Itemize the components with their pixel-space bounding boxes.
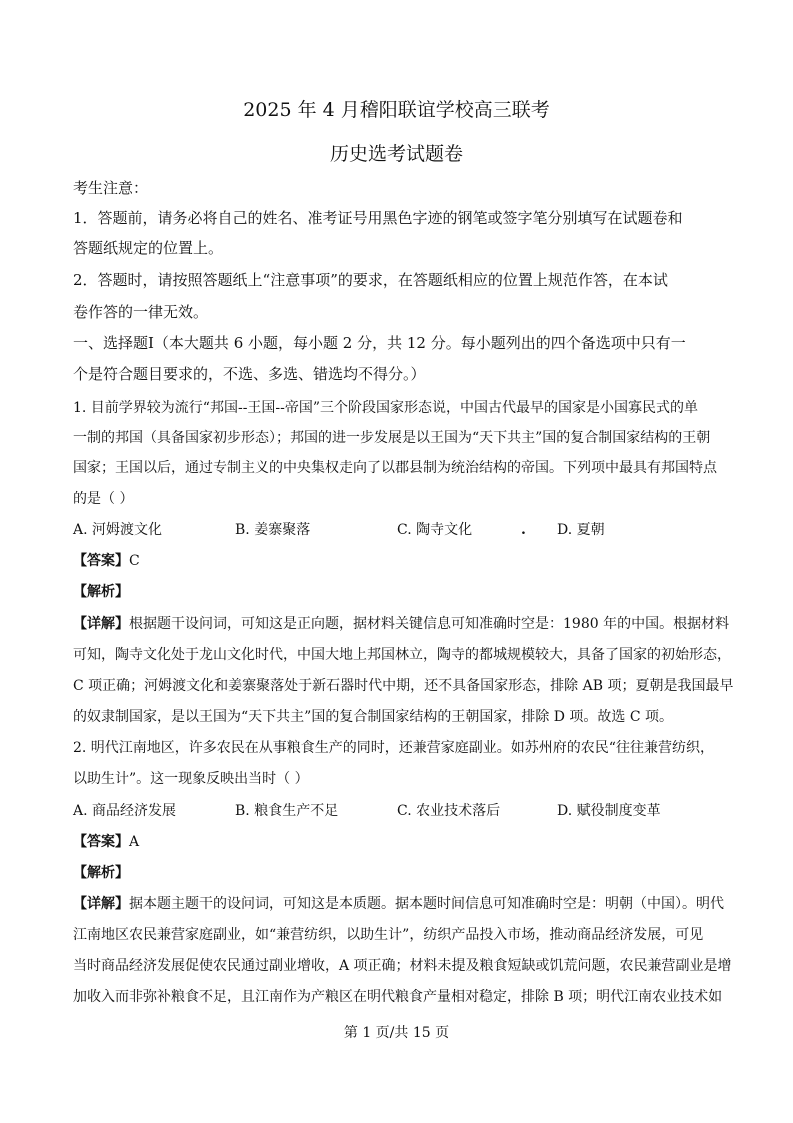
notice-line: 2．答题时，请按照答题纸上“注意事项”的要求，在答题纸相应的位置上规范作答，在本试 bbox=[73, 271, 668, 289]
detail-text: 根据题干设问词，可知这是正向题，据材料关键信息可知准确时空是：1980 年的中国。根据材料 bbox=[129, 616, 730, 632]
detail-line: 可知，陶寺文化处于龙山文化时代，中国大地上邦国林立，陶寺的都城规模较大，具备了国家的初始形态， bbox=[73, 647, 731, 663]
detail-line bbox=[73, 894, 724, 914]
detail-label: 【详解】 bbox=[73, 616, 129, 632]
notice-line: 答题纸规定的位置上。 bbox=[73, 239, 224, 257]
answer-value: C bbox=[129, 553, 140, 569]
detail-text: 据本题主题干的设问词，可知这是本质题。据本题时间信息可知准确时空是：明朝（中国）。明代 bbox=[129, 896, 724, 912]
question-2-text: 2. 明代江南地区，许多农民在从事粮食生产的同时，还兼营家庭副业。如苏州府的农民“往往兼营纺织， bbox=[73, 740, 714, 756]
question-1-text: 1. 目前学界较为流行“邦国--王国--帝国”三个阶段国家形态说，中国古代最早的国家是小国寡民式的单 bbox=[73, 400, 699, 416]
question-1-text: 的是（ ） bbox=[73, 491, 134, 507]
question-1-text: 一制的邦国（具备国家初步形态）；邦国的进一步发展是以王国为“天下共主”国的复合制国家结构的王朝 bbox=[73, 430, 711, 446]
analysis-label: 【解析】 bbox=[73, 865, 129, 881]
question-1-text: 国家；王国以后，通过专制主义的中央集权走向了以郡县制为统治结构的帝国。下列项中最具有邦国特点 bbox=[73, 460, 717, 476]
option-a: A. 商品经济发展 bbox=[73, 803, 177, 819]
notice-line: 1．答题前，请务必将自己的姓名、准考证号用黑色字迹的钢笔或签字笔分别填写在试题卷和 bbox=[73, 209, 683, 227]
question-2-options bbox=[73, 801, 713, 821]
option-b: B. 粮食生产不足 bbox=[235, 803, 339, 819]
option-d: D. 赋役制度变革 bbox=[557, 803, 661, 819]
page-footer: 第 1 页/共 15 页 bbox=[343, 1025, 450, 1041]
exam-subtitle: 历史选考试题卷 bbox=[329, 143, 463, 165]
exam-title: 2025 年 4 月稽阳联谊学校高三联考 bbox=[243, 99, 550, 121]
option-b: B. 姜寨聚落 bbox=[235, 522, 311, 538]
answer-row bbox=[73, 832, 139, 852]
detail-line: 加收入而非弥补粮食不足，且江南作为产粮区在明代粮食产量相对稳定，排除 B 项；明代江南农业技术如 bbox=[73, 989, 723, 1005]
answer-label: 【答案】 bbox=[73, 553, 129, 569]
stray-dot: . bbox=[521, 522, 526, 538]
option-c: C. 农业技术落后 bbox=[397, 803, 501, 819]
answer-value: A bbox=[129, 834, 140, 850]
detail-line: 的奴隶制国家，是以王国为“天下共主”国的复合制国家结构的王朝国家，排除 D 项。故选 C 项。 bbox=[73, 709, 674, 725]
detail-label: 【详解】 bbox=[73, 896, 129, 912]
answer-row bbox=[73, 551, 140, 571]
detail-line: C 项正确；河姆渡文化和姜寨聚落处于新石器时代中期，还不具备国家形态，排除 AB 项；夏朝是我国最早 bbox=[73, 678, 734, 694]
detail-line: 江南地区农民兼营家庭副业，如“兼营纺织，以助生计”，纺织产品投入市场，推动商品经济发展，可见 bbox=[73, 927, 704, 943]
answer-label: 【答案】 bbox=[73, 834, 129, 850]
option-c: C. 陶寺文化 bbox=[397, 522, 473, 538]
option-d: D. 夏朝 bbox=[557, 522, 605, 538]
detail-line: 当时商品经济发展促使农民通过副业增收，A 项正确；材料未提及粮食短缺或饥荒问题，农民兼营副业是增 bbox=[73, 958, 732, 974]
notice-line: 卷作答的一律无效。 bbox=[73, 303, 209, 321]
notice-heading: 考生注意： bbox=[73, 179, 149, 197]
section-heading: 个是符合题目要求的，不选、多选、错选均不得分。） bbox=[73, 365, 426, 383]
section-heading: 一、选择题Ⅰ（本大题共 6 小题，每小题 2 分，共 12 分。每小题列出的四个备选项中只有一 bbox=[73, 334, 686, 352]
question-2-text: 以助生计”。这一现象反映出当时（ ） bbox=[73, 771, 309, 787]
question-1-options bbox=[73, 520, 713, 540]
analysis-label: 【解析】 bbox=[73, 584, 129, 600]
option-a: A. 河姆渡文化 bbox=[73, 522, 163, 538]
detail-line bbox=[73, 614, 729, 634]
